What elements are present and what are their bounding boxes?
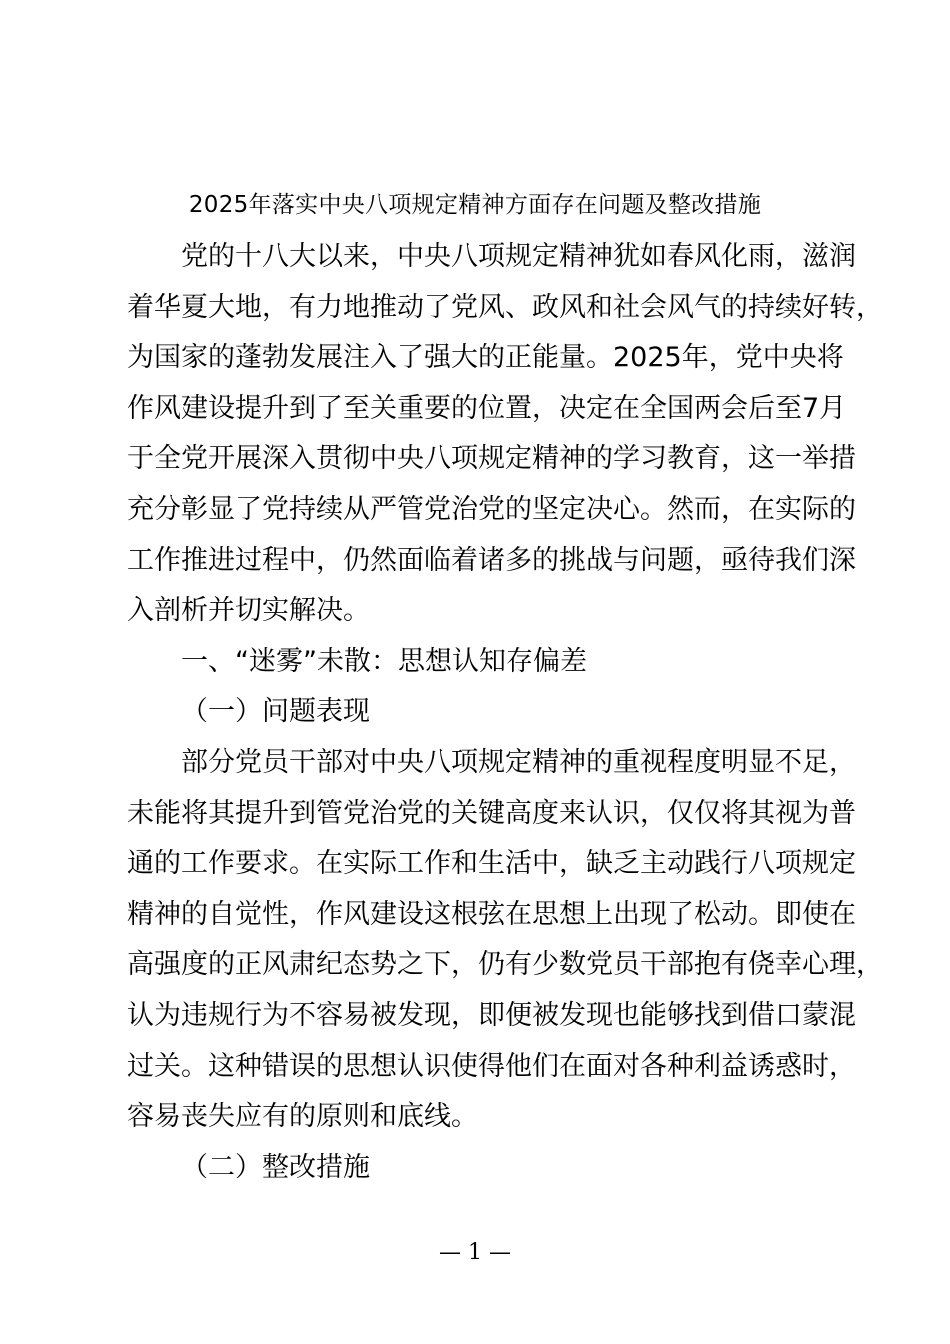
paragraph-line: 过关。这种错误的思想认识使得他们在面对各种利益诱惑时， <box>127 1050 856 1082</box>
page-number: — 1 — <box>439 1240 511 1265</box>
subsection-heading: （二）整改措施 <box>181 1151 370 1183</box>
paragraph-line: 充分彰显了党持续从严管党治党的坚定决心。然而，在实际的 <box>127 493 856 525</box>
paragraph-line: 未能将其提升到管党治党的关键高度来认识，仅仅将其视为普 <box>127 797 856 829</box>
paragraph-line: 工作推进过程中，仍然面临着诸多的挑战与问题，亟待我们深 <box>127 544 856 576</box>
paragraph-line: 通的工作要求。在实际工作和生活中，缺乏主动践行八项规定 <box>127 848 856 880</box>
paragraph-line: 为国家的蓬勃发展注入了强大的正能量。2025年，党中央将 <box>127 342 844 374</box>
paragraph-line: 容易丧失应有的原则和底线。 <box>127 1101 478 1133</box>
subsection-heading: （一）问题表现 <box>181 696 370 728</box>
paragraph-line: 高强度的正风肃纪态势之下，仍有少数党员干部抱有侥幸心理， <box>127 949 883 981</box>
section-heading: 一、“迷雾”未散：思想认知存偏差 <box>181 645 587 677</box>
paragraph-line: 党的十八大以来，中央八项规定精神犹如春风化雨，滋润 <box>181 241 856 272</box>
document-title: 2025年落实中央八项规定精神方面存在问题及整改措施 <box>188 192 762 218</box>
paragraph-line: 于全党开展深入贯彻中央八项规定精神的学习教育，这一举措 <box>127 443 856 475</box>
paragraph-line: 入剖析并切实解决。 <box>127 595 370 627</box>
paragraph-line: 认为违规行为不容易被发现，即便被发现也能够找到借口蒙混 <box>127 999 856 1031</box>
paragraph-line: 部分党员干部对中央八项规定精神的重视程度明显不足， <box>181 746 856 778</box>
document-body <box>127 232 883 1193</box>
paragraph-line: 着华夏大地，有力地推动了党风、政风和社会风气的持续好转， <box>127 291 883 323</box>
paragraph-line: 作风建设提升到了至关重要的位置，决定在全国两会后至7月 <box>127 392 847 424</box>
paragraph-line: 精神的自觉性，作风建设这根弦在思想上出现了松动。即使在 <box>127 898 856 930</box>
